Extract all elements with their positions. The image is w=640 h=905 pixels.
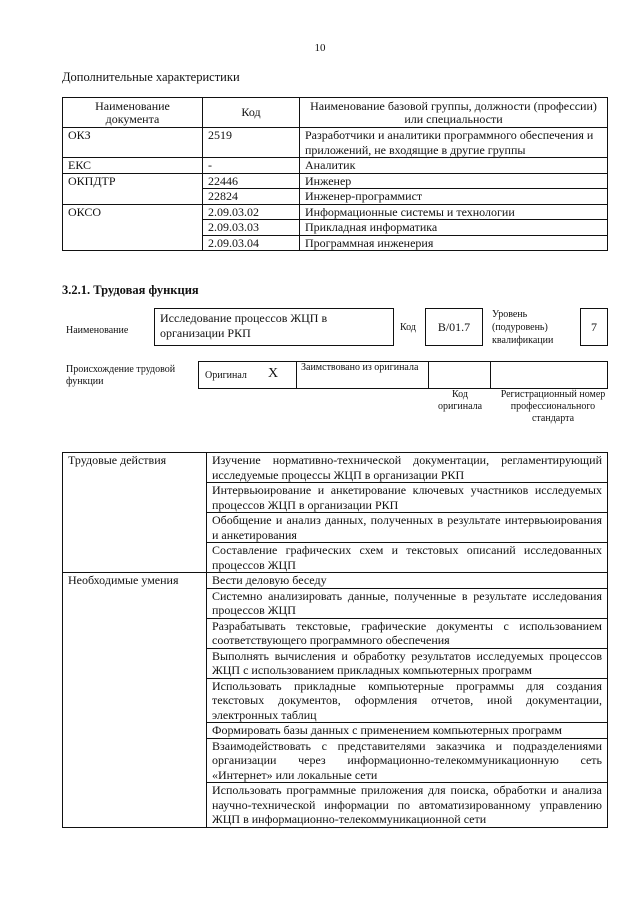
borrowed-label: Заимствовано из оригинала bbox=[301, 362, 419, 373]
function-code: B/01.7 bbox=[437, 320, 471, 334]
code-cell: 22824 bbox=[203, 189, 300, 205]
origin-divider bbox=[296, 361, 297, 389]
name-cell: Инженер-программист bbox=[300, 189, 608, 205]
table-row bbox=[63, 173, 608, 189]
code-cell: 22446 bbox=[203, 173, 300, 189]
doc-cell: ЕКС bbox=[63, 158, 203, 174]
skill-item: Использовать прикладные компьютерные программы для создания текстовых документов, оформления отчетов, иной документации, электронных таблиц bbox=[207, 678, 608, 723]
labor-table bbox=[62, 452, 608, 828]
code-cell: 2519 bbox=[203, 128, 300, 158]
action-item: Интервьюирование и анкетирование ключевых участников исследуемых процессов ЖЦП в организации РКП bbox=[207, 483, 608, 513]
name-cell: Информационные системы и технологии bbox=[300, 204, 608, 220]
function-name-box bbox=[154, 308, 394, 346]
skill-item: Взаимодействовать с представителями заказчика и подразделениями организации через информационно-телекоммуникационную сеть «Интернет» или локальные сети bbox=[207, 738, 608, 783]
code-cell: 2.09.03.04 bbox=[203, 235, 300, 251]
header-name: Наименование базовой группы, должности (профессии) или специальности bbox=[300, 98, 608, 128]
reg-number-label: Регистрационный номер профессионального стандарта bbox=[500, 389, 606, 424]
origin-divider bbox=[490, 361, 491, 389]
level-value: 7 bbox=[591, 320, 597, 334]
function-heading: 3.2.1. Трудовая функция bbox=[62, 283, 199, 297]
characteristics-table bbox=[62, 97, 608, 251]
code-label: Код bbox=[400, 322, 416, 333]
skills-label: Необходимые умения bbox=[63, 573, 207, 828]
doc-cell: ОКЗ bbox=[63, 128, 203, 158]
action-item: Составление графических схем и текстовых описаний исследованных процессов ЖЦП bbox=[207, 543, 608, 573]
name-cell: Программная инженерия bbox=[300, 235, 608, 251]
name-label: Наименование bbox=[66, 325, 129, 336]
skill-item: Системно анализировать данные, полученные в результате исследования процессов ЖЦП bbox=[207, 588, 608, 618]
original-label: Оригинал bbox=[205, 370, 247, 381]
skill-item: Формировать базы данных с применением компьютерных программ bbox=[207, 723, 608, 739]
code-cell: 2.09.03.03 bbox=[203, 220, 300, 236]
function-name: Исследование процессов ЖЦП в организации РКП bbox=[160, 311, 328, 340]
code-original-label: Код оригинала bbox=[437, 389, 483, 412]
level-box bbox=[580, 308, 608, 346]
header-document: Наименование документа bbox=[63, 98, 203, 128]
code-cell: - bbox=[203, 158, 300, 174]
skill-item: Выполнять вычисления и обработку результатов исследуемых процессов ЖЦП с использованием прикладных компьютерных программ bbox=[207, 648, 608, 678]
page-number: 10 bbox=[314, 42, 326, 54]
header-code: Код bbox=[203, 98, 300, 128]
actions-label: Трудовые действия bbox=[63, 453, 207, 573]
code-cell: 2.09.03.02 bbox=[203, 204, 300, 220]
section-title: Дополнительные характеристики bbox=[62, 70, 240, 84]
table-row bbox=[63, 573, 608, 589]
origin-divider bbox=[428, 361, 429, 389]
level-label: Уровень (подуровень) квалификации bbox=[492, 309, 554, 346]
name-cell: Инженер bbox=[300, 173, 608, 189]
origin-label: Происхождение трудовой функции bbox=[66, 364, 176, 387]
doc-cell: ОКПДТР bbox=[63, 173, 203, 204]
function-code-box bbox=[425, 308, 483, 346]
skill-item: Разрабатывать текстовые, графические документы с использованием соответствующего программного обеспечения bbox=[207, 618, 608, 648]
action-item: Обобщение и анализ данных, полученных в результате интервьюирования и анкетирования bbox=[207, 513, 608, 543]
action-item: Изучение нормативно-технической документации, регламентирующий исследуемые процессы ЖЦП в организации РКП bbox=[207, 453, 608, 483]
skill-item: Вести деловую беседу bbox=[207, 573, 608, 589]
original-mark: Х bbox=[268, 366, 279, 381]
name-cell: Разработчики и аналитики программного обеспечения и приложений, не входящие в другие группы bbox=[300, 128, 608, 158]
table-row bbox=[63, 453, 608, 483]
table-row bbox=[63, 128, 608, 158]
name-cell: Прикладная информатика bbox=[300, 220, 608, 236]
doc-cell: ОКСО bbox=[63, 204, 203, 251]
name-cell: Аналитик bbox=[300, 158, 608, 174]
skill-item: Использовать программные приложения для поиска, обработки и анализа научно-технической информации по автоматизированному управлению ЖЦП в информационно-телекоммуникационной сети bbox=[207, 783, 608, 828]
table-row bbox=[63, 158, 608, 174]
table-row bbox=[63, 204, 608, 220]
table-header-row bbox=[63, 98, 608, 128]
